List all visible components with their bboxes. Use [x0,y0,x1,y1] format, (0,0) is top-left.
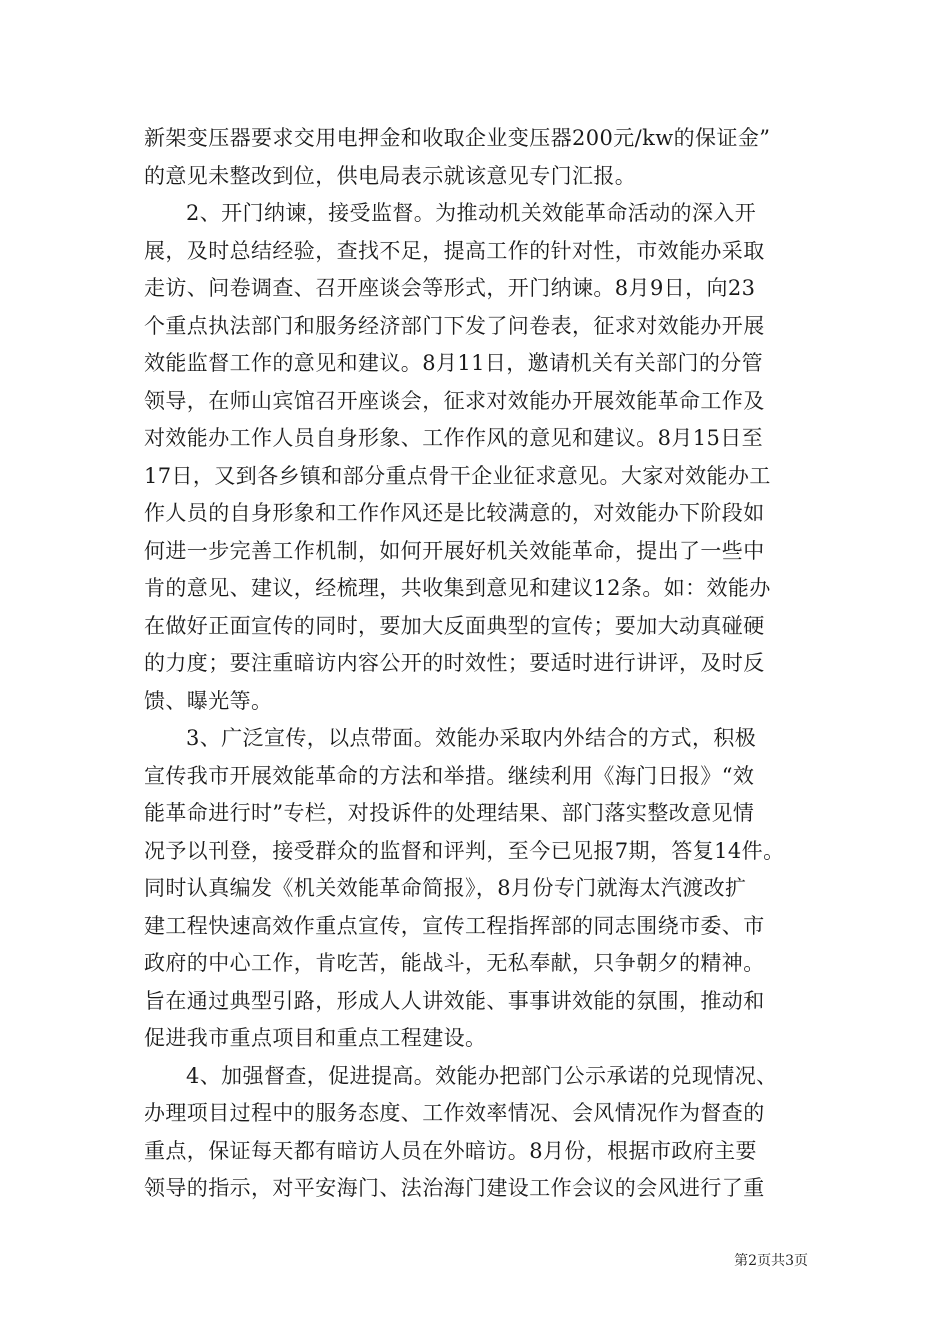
page-number: 第2页共3页 [734,1253,808,1269]
text-line: 作人员的自身形象和工作作风还是比较满意的，对效能办下阶段如 [144,501,765,525]
text-line: 领导，在师山宾馆召开座谈会，征求对效能办开展效能革命工作及 [144,388,765,413]
text-line: 的意见未整改到位，供电局表示就该意见专门汇报。 [144,163,637,188]
text-line: 馈、曝光等。 [144,688,273,713]
text-line: 办理项目过程中的服务态度、工作效率情况、会风情况作为督查的 [144,1101,765,1125]
text-line: 4、加强督查，促进提高。效能办把部门公示承诺的兑现情况、 [186,1063,778,1088]
text-line: 何进一步完善工作机制，如何开展好机关效能革命，提出了一些中 [144,538,765,563]
text-line: 展，及时总结经验，查找不足，提高工作的针对性，市效能办采取 [144,238,765,263]
text-line: 况予以刊登，接受群众的监督和评判，至今已见报7期，答复14件。 [144,838,785,863]
text-line: 旨在通过典型引路，形成人人讲效能、事事讲效能的氛围，推动和 [144,988,765,1013]
text-line: 走访、问卷调查、召开座谈会等形式，开门纳谏。8月9日，向23 [144,276,756,300]
text-line: 2、开门纳谏，接受监督。为推动机关效能革命活动的深入开 [186,201,757,225]
text-line: 同时认真编发《机关效能革命简报》，8月份专门就海太汽渡改扩 [144,876,747,900]
text-line: 3、广泛宣传，以点带面。效能办采取内外结合的方式，积极 [186,726,757,750]
text-line: 宣传我市开展效能革命的方法和举措。继续利用《海门日报》“效 [144,763,755,788]
text-line: 在做好正面宣传的同时，要加大反面典型的宣传；要加大动真碰硬 [144,613,765,638]
text-line: 的力度；要注重暗访内容公开的时效性；要适时进行讲评，及时反 [144,651,765,675]
text-line: 政府的中心工作，肯吃苦，能战斗，无私奉献，只争朝夕的精神。 [144,951,765,975]
document-body [144,120,819,1208]
text-line: 重点，保证每天都有暗访人员在外暗访。8月份，根据市政府主要 [144,1138,757,1163]
text-line: 个重点执法部门和服务经济部门下发了问卷表，征求对效能办开展 [144,313,765,338]
text-line: 效能监督工作的意见和建议。8月11日，邀请机关有关部门的分管 [144,351,764,375]
text-line: 新架变压器要求交用电押金和收取企业变压器200元/kw的保证金” [144,126,771,150]
text-line: 17日，又到各乡镇和部分重点骨干企业征求意见。大家对效能办工 [144,463,771,488]
text-line: 建工程快速高效作重点宣传，宣传工程指挥部的同志围绕市委、市 [144,913,765,938]
text-line: 肯的意见、建议，经梳理，共收集到意见和建议12条。如：效能办 [144,576,771,600]
text-line: 对效能办工作人员自身形象、工作作风的意见和建议。8月15日至 [144,426,764,450]
text-line: 领导的指示，对平安海门、法治海门建设工作会议的会风进行了重 [144,1176,765,1200]
text-line: 促进我市重点项目和重点工程建设。 [144,1026,487,1050]
text-line: 能革命进行时”专栏，对投诉件的处理结果、部门落实整改意见情 [144,801,755,825]
